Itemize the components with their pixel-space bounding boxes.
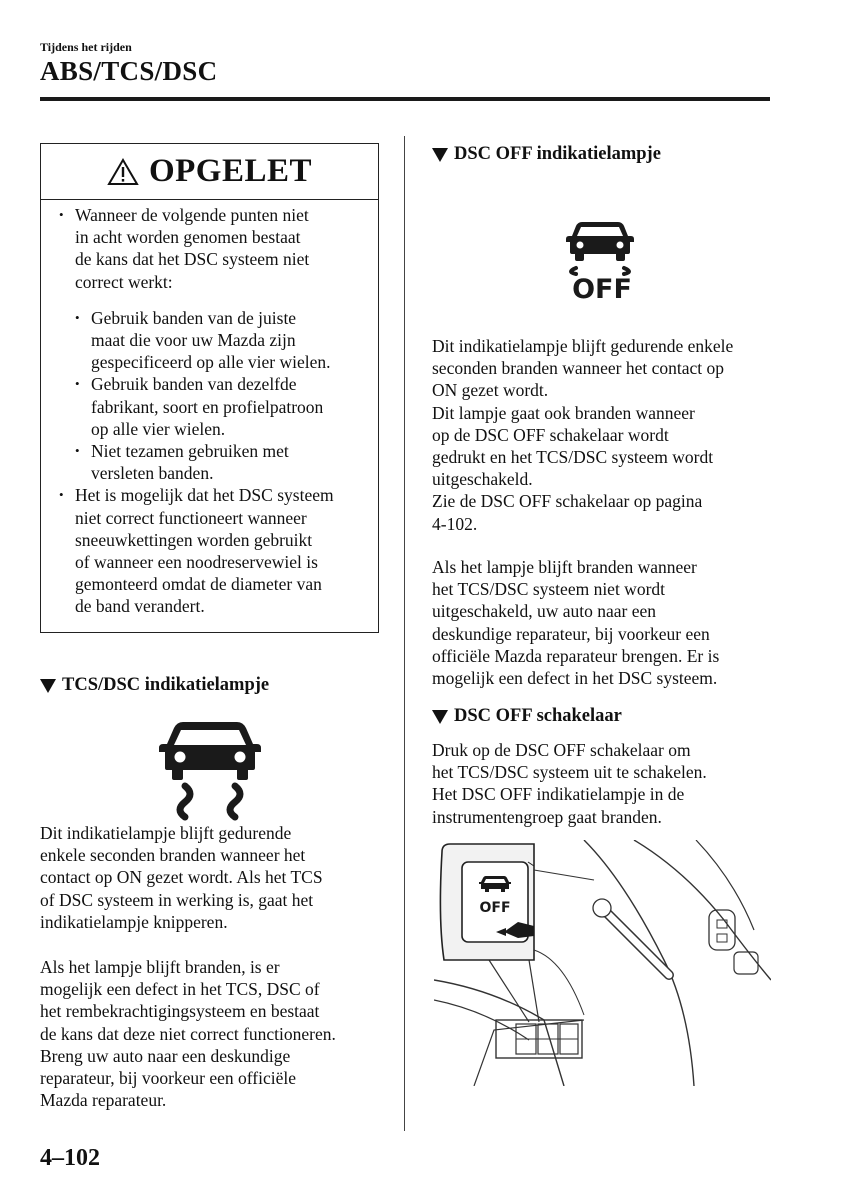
caution-item: • Het is mogelijk dat het DSC systeem niet correct functioneert wanneer sneeuwkettingen worden gebruikt of wanneer een noodreservewiel is gemonteerd omdat de diameter van de band verandert.	[59, 484, 366, 617]
tcs-dsc-paragraph: Dit indikatielampje blijft gedurende enkele seconden branden wanneer het contact op ON gezet wordt. Als het TCS of DSC systeem in werking is, gaat het indikatielampje knipperen.	[40, 823, 323, 932]
dsc-off-switch-paragraph: Druk op de DSC OFF schakelaar om het TCS/DSC systeem uit te schakelen. Het DSC OFF indikatielampje in de instrumentengroep gaat branden.	[432, 740, 707, 827]
section-label: Tijdens het rijden	[40, 40, 132, 54]
column-divider	[404, 136, 405, 1131]
dsc-off-switch-illustration	[434, 840, 771, 1086]
dsc-off-lamp-heading: DSC OFF indikatielampje	[432, 144, 661, 165]
header-rule	[40, 97, 770, 101]
dsc-off-icon-text: OFF	[572, 274, 632, 302]
switch-icon-text: OFF	[479, 900, 511, 916]
tcs-dsc-car-icon	[155, 712, 265, 822]
tcs-dsc-paragraph: Als het lampje blijft branden, is er mogelijk een defect in het TCS, DSC of het rembekrachtigingsysteem en bestaat de kans dat deze niet correct functioneren. Breng uw auto naar een deskundige reparateur, bij voorkeur een officiële Mazda reparateur.	[40, 957, 336, 1111]
dsc-off-switch-heading: DSC OFF schakelaar	[432, 706, 622, 727]
page-number: 4–102	[40, 1145, 100, 1171]
caution-title: OPGELET	[148, 153, 313, 189]
section-marker-icon	[40, 679, 56, 693]
caution-subitem: • Niet tezamen gebruiken met versleten banden.	[75, 440, 366, 484]
tcs-dsc-heading: TCS/DSC indikatielampje	[40, 675, 269, 696]
caution-subitem: • Gebruik banden van dezelfde fabrikant, soort en profielpatroon op alle vier wielen.	[75, 373, 366, 440]
dsc-off-lamp-icon	[558, 218, 650, 302]
caution-box	[40, 143, 379, 633]
caution-body	[41, 200, 378, 618]
dsc-off-lamp-paragraph: Dit indikatielampje blijft gedurende enkele seconden branden wanneer het contact op ON gezet wordt. Dit lampje gaat ook branden wanneer op de DSC OFF schakelaar wordt gedrukt en het TCS/DSC systeem wordt uitgeschakeld. Zie de DSC OFF schakelaar op pagina 4-102.	[432, 336, 734, 534]
page-title: ABS/TCS/DSC	[40, 56, 218, 86]
caution-subitem: • Gebruik banden van de juiste maat die voor uw Mazda zijn gespecificeerd op alle vier wielen.	[75, 307, 366, 374]
section-marker-icon	[432, 710, 448, 724]
warning-triangle-icon	[107, 158, 139, 186]
caution-item: • Wanneer de volgende punten niet in acht worden genomen bestaat de kans dat het DSC systeem niet correct werkt:	[59, 204, 366, 293]
dsc-off-lamp-paragraph: Als het lampje blijft branden wanneer het TCS/DSC systeem niet wordt uitgeschakeld, uw auto naar een deskundige reparateur, bij voorkeur een officiële Mazda reparateur brengen. Er is mogelijk een defect in het DSC systeem.	[432, 557, 720, 689]
caution-header	[41, 144, 378, 200]
section-marker-icon	[432, 148, 448, 162]
